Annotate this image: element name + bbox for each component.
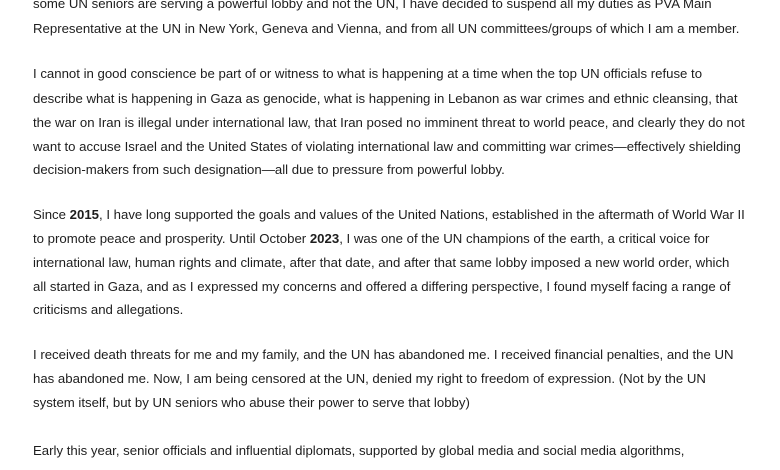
paragraph-line: to promote peace and prosperity. Until October 2023, I was one of the UN champions of the earth, a critical voice for — [33, 231, 710, 246]
paragraph-line: describe what is happening in Gaza as genocide, what is happening in Lebanon as war crimes and ethnic cleansing, that — [33, 91, 738, 106]
paragraph-line: want to accuse Israel and the United States of violating international law and committing war crimes—effectively shielding — [33, 139, 741, 154]
paragraph-line: some UN seniors are serving a powerful lobby and not the UN, I have decided to suspend all my duties as PVA Main — [33, 0, 712, 11]
paragraph-line: has abandoned me. Now, I am being censored at the UN, denied my right to freedom of expression. (Not by the UN — [33, 371, 706, 386]
paragraph-line: criticisms and allegations. — [33, 302, 184, 317]
paragraph-line: system itself, but by UN seniors who abuse their power to serve that lobby) — [33, 395, 470, 410]
paragraph-line: international law, human rights and climate, after that date, and after that same lobby imposed a new world order, which — [33, 255, 730, 270]
paragraph-line: I received death threats for me and my family, and the UN has abandoned me. I received financial penalties, and the UN — [33, 347, 734, 362]
paragraph-line: all started in Gaza, and as I expressed my concerns and offered a differing perspective, I found myself facing a range of — [33, 279, 731, 294]
paragraph-line: Since 2015, I have long supported the goals and values of the United Nations, established in the aftermath of World War II — [33, 207, 745, 222]
paragraph-line: Early this year, senior officials and influential diplomats, supported by global media and social media algorithms, — [33, 443, 685, 458]
paragraph-line: the war on Iran is illegal under international law, that Iran posed no imminent threat to world peace, and clearly they do not — [33, 115, 745, 130]
paragraph-line: decision-makers from such designation—all due to pressure from powerful lobby. — [33, 162, 505, 177]
paragraph-line: I cannot in good conscience be part of or witness to what is happening at a time when the top UN officials refuse to — [33, 66, 703, 81]
paragraph-line: Representative at the UN in New York, Geneva and Vienna, and from all UN committees/groups of which I am a member. — [33, 21, 740, 36]
